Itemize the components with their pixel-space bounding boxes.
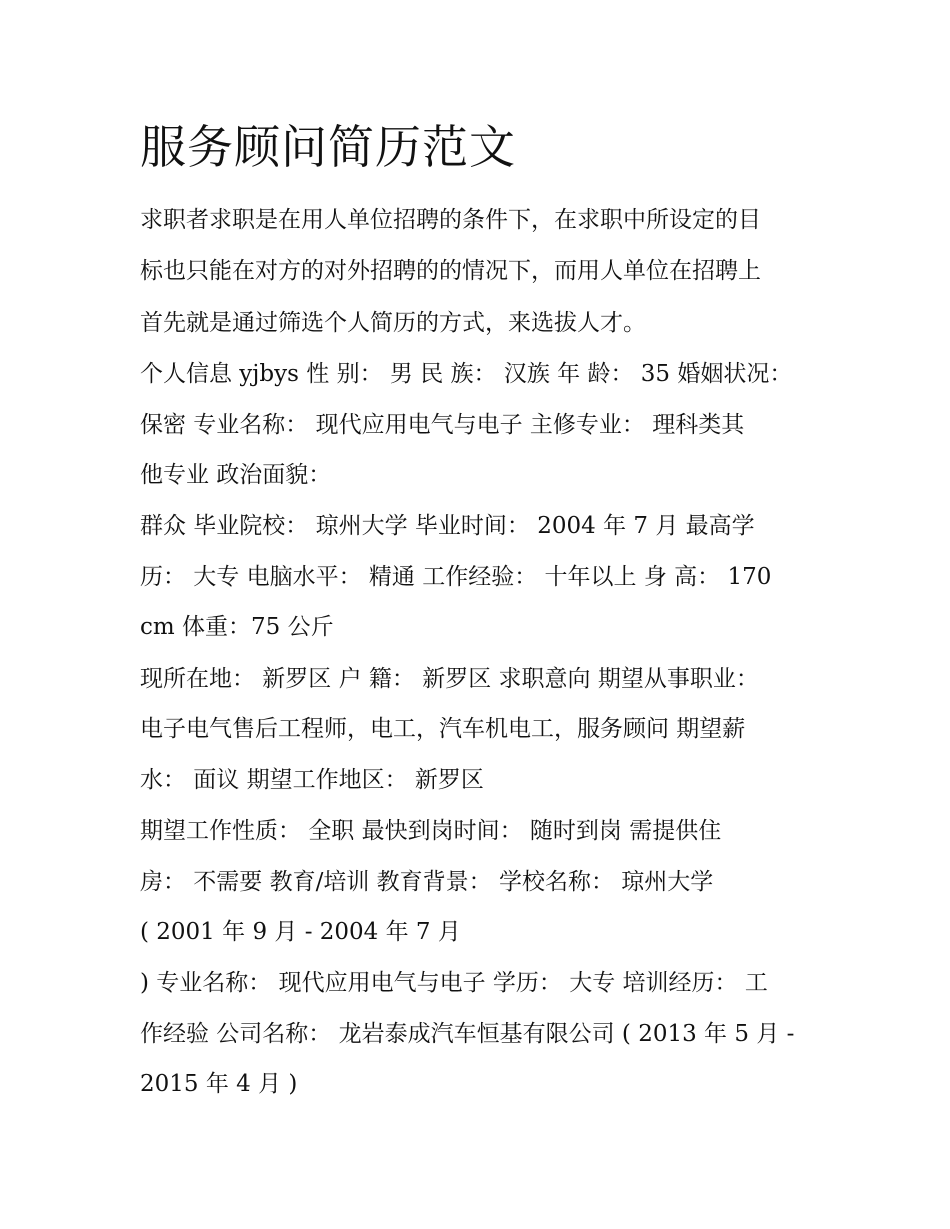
body-line: 水： 面议 期望工作地区： 新罗区 (140, 767, 484, 793)
body-line: ( 2001 年 9 月 - 2004 年 7 月 (140, 919, 461, 945)
body-line: 标也只能在对方的对外招聘的的情况下，而用人单位在招聘上 (140, 258, 761, 284)
body-line: 他专业 政治面貌： (140, 462, 332, 488)
document-title: 服务顾问简历范文 (140, 120, 516, 174)
body-line: 个人信息 yjbys 性 别： 男 民 族： 汉族 年 龄： 35 婚姻状况： (140, 361, 793, 387)
body-line: 作经验 公司名称： 龙岩泰成汽车恒基有限公司 ( 2013 年 5 月 - (140, 1021, 795, 1047)
body-line: 现所在地： 新罗区 户 籍： 新罗区 求职意向 期望从事职业： (140, 666, 759, 692)
body-line: cm 体重：75 公斤 (140, 614, 334, 640)
body-line: 电子电气售后工程师，电工，汽车机电工，服务顾问 期望薪 (140, 716, 746, 742)
body-line: 保密 专业名称： 现代应用电气与电子 主修专业： 理科类其 (140, 412, 745, 438)
body-line: ) 专业名称： 现代应用电气与电子 学历： 大专 培训经历： 工 (140, 970, 768, 996)
body-line: 求职者求职是在用人单位招聘的条件下，在求职中所设定的目 (140, 207, 761, 233)
body-line: 房： 不需要 教育/培训 教育背景： 学校名称： 琼州大学 (140, 869, 714, 895)
body-line: 期望工作性质： 全职 最快到岗时间： 随时到岗 需提供住 (140, 818, 722, 844)
body-line: 群众 毕业院校： 琼州大学 毕业时间： 2004 年 7 月 最高学 (140, 513, 755, 539)
body-line: 历： 大专 电脑水平： 精通 工作经验： 十年以上 身 高： 170 (140, 564, 772, 590)
body-line: 首先就是通过筛选个人简历的方式，来选拔人才。 (140, 310, 646, 336)
body-line: 2015 年 4 月 ) (140, 1071, 298, 1097)
